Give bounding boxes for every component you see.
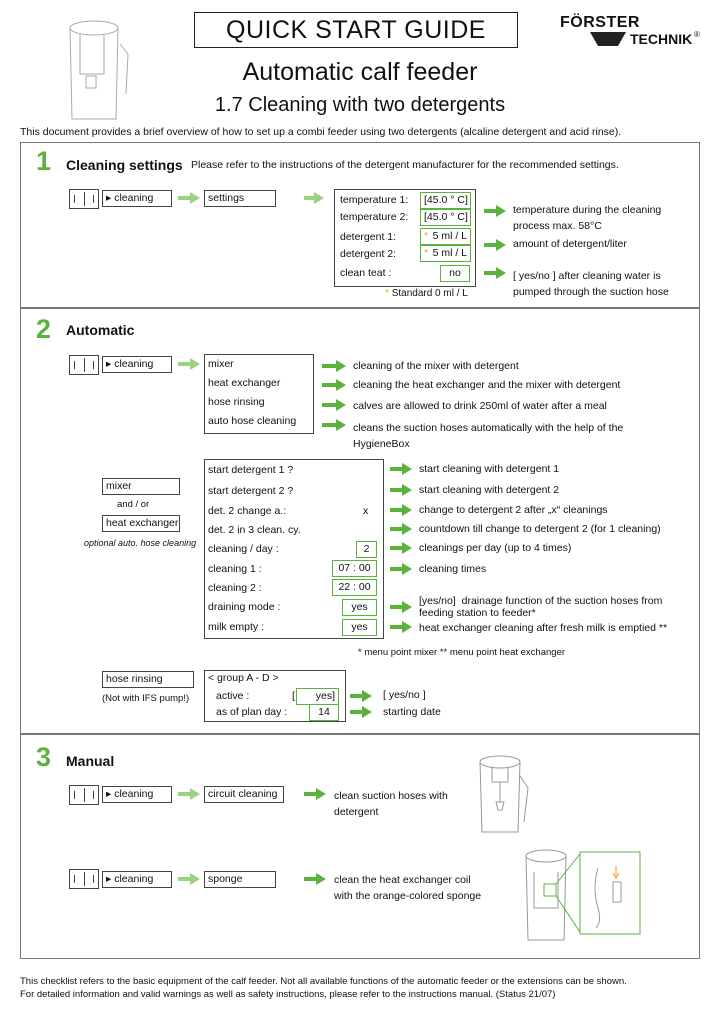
det2-star: * [424,247,429,259]
teat-label: clean teat : [340,267,392,279]
section-1-number: 1 [36,146,52,176]
cleaning2-value[interactable]: 22 : 00 [332,579,377,596]
circuit-cleaning-description: clean suction hoses with detergent [334,790,448,818]
arrow-icon [178,358,200,370]
manual-book-icon [69,355,99,375]
standard-text: Standard 0 ml / L [391,288,468,299]
arrow-icon [322,360,346,372]
arrow-icon [322,399,346,411]
section-2-title: Automatic [66,322,135,338]
row-start-det2[interactable]: start detergent 2 ? [208,485,294,497]
arrow-icon [390,523,412,535]
det1-label: detergent 1: [340,231,397,243]
arrow-icon [390,542,412,554]
page-subtitle: 1.7 Cleaning with two detergents [214,94,506,116]
sponge-description: clean the heat exchanger coil with the orange-colored sponge [334,874,482,902]
row-start-det1[interactable]: start detergent 1 ? [208,464,294,476]
arrow-icon [390,601,412,613]
row-det2-change: det. 2 change a.: [208,505,287,517]
menu-settings[interactable]: settings [204,190,276,207]
draining-mode-value[interactable]: yes [342,599,377,616]
menu-cleaning-auto[interactable]: ▸ cleaning [102,356,172,373]
mixer-description: cleaning of the mixer with detergent [353,360,519,372]
menu-footnote: * menu point mixer ** menu point heat exchanger [358,647,566,658]
arrow-icon [390,463,412,475]
standard-star: * [385,288,389,299]
arrow-icon [350,690,372,702]
option-heat-exchanger[interactable]: heat exchanger [208,377,281,389]
explain-times: cleaning times [419,563,487,575]
option-mixer[interactable]: mixer [208,358,234,370]
left-note: optional auto. hose cleaning [84,538,197,548]
brand-logo [560,14,705,54]
hose-rinsing-description: calves are allowed to drink 250ml of water after a meal [353,400,607,412]
menu-circuit-cleaning[interactable]: circuit cleaning [204,786,284,803]
temp1-label: temperature 1: [340,194,409,206]
det2-value[interactable] [420,245,471,262]
arrow-icon [178,192,200,204]
left-andor: and / or [117,499,150,510]
hose-rinsing-note: (Not with IFS pump!) [102,693,190,704]
explain-countdown: countdown till change to detergent 2 (for 1 cleaning) [419,523,661,535]
det1-star: * [424,230,429,242]
plan-day-explain: starting date [383,706,441,718]
arrow-icon [484,205,506,217]
section-2-number: 2 [36,314,52,344]
det1-value-text: 5 ml / L [432,230,467,242]
explain-det2: start cleaning with detergent 2 [419,484,560,496]
temp1-value[interactable]: [45.0 ° C] [420,192,471,209]
det1-value[interactable] [420,228,471,245]
arrow-icon [304,873,326,885]
det2-value-text: 5 ml / L [432,247,467,259]
explain-draining: [yes/no] drainage function of the suction hoses from feeding station to feeder* [419,595,663,619]
arrow-icon [178,788,200,800]
row-det2-in-3: det. 2 in 3 clean. cy. [208,524,301,536]
left-heat-exchanger: heat exchanger [102,515,180,532]
teat-description: [ yes/no ] after cleaning water is pumped through the suction hose [513,270,669,298]
arrow-icon [322,419,346,431]
cleaning1-value[interactable]: 07 : 00 [332,560,377,577]
guide-badge [194,12,518,48]
footer-line2: For detailed information and valid warnings as well as safety instructions, please refer to the instructions manual. (Status 21/07) [20,989,556,1000]
feeder-sponge-illustration [518,848,644,946]
menu-sponge[interactable]: sponge [204,871,276,888]
det2-label: detergent 2: [340,248,397,260]
explain-per-day: cleanings per day (up to 4 times) [419,542,572,554]
menu-cleaning-manual-2[interactable]: ▸ cleaning [102,871,172,888]
section-3-title: Manual [66,753,115,769]
auto-hose-description: cleans the suction hoses automatically with the help of the HygieneBox [353,422,624,450]
temp2-label: temperature 2: [340,211,409,223]
manual-book-icon [69,785,99,805]
page-title: Automatic calf feeder [242,58,478,86]
menu-cleaning[interactable]: ▸ cleaning [102,190,172,207]
detergent-description: amount of detergent/liter [513,238,627,250]
standard-note [385,287,468,300]
hx-description: cleaning the heat exchanger and the mixer with detergent [353,379,621,391]
section-1-title: Cleaning settings [66,157,183,173]
plan-day-label: as of plan day : [216,706,288,718]
group-selector[interactable]: < group A - D > [208,672,279,684]
arrow-icon [322,379,346,391]
arrow-icon [304,788,326,800]
active-label: active : [216,690,250,702]
option-auto-hose-cleaning[interactable]: auto hose cleaning [208,415,297,427]
row-draining-mode: draining mode : [208,601,281,613]
intro-text: This document provides a brief overview of how to set up a combi feeder using two detergents (alcaline detergent and acid rinse). [20,126,622,138]
row-cleaning2: cleaning 2 : [208,582,262,594]
left-mixer: mixer [102,478,180,495]
arrow-icon [484,239,506,251]
temp-description: temperature during the cleaning process max. 58°C [513,204,662,232]
active-bracket: [ [292,690,295,702]
milk-empty-value[interactable]: yes [342,619,377,636]
feeder-hose-illustration [468,752,532,836]
arrow-icon [350,706,372,718]
section-1-note: Please refer to the instructions of the detergent manufacturer for the recommended settings. [191,159,619,171]
temp2-value[interactable]: [45.0 ° C] [420,209,471,226]
arrow-icon [484,267,506,279]
row-det2-change-value[interactable]: x [363,505,369,517]
footer-line1: This checklist refers to the basic equipment of the calf feeder. Not all available functions of the automatic feeder or the extensions can be shown. [20,976,627,987]
hose-rinsing-box: hose rinsing [102,671,194,688]
cleaning-day-value[interactable]: 2 [356,541,377,558]
arrow-icon [390,484,412,496]
manual-book-icon [69,189,99,209]
row-milk-empty: milk empty : [208,621,265,633]
row-cleaning-day: cleaning / day : [208,543,279,555]
explain-change: change to detergent 2 after „x“ cleanings [419,504,608,516]
explain-milk-empty: heat exchanger cleaning after fresh milk is emptied ** [419,622,668,634]
logo-mark-icon [590,32,626,46]
active-explain: [ yes/no ] [383,689,426,701]
arrow-icon [178,873,200,885]
explain-det1: start cleaning with detergent 1 [419,463,560,475]
row-cleaning1: cleaning 1 : [208,563,262,575]
logo-line1: FÖRSTER [560,14,640,31]
logo-line2: TECHNIK [630,31,693,47]
arrow-icon [304,192,324,204]
section-3-number: 3 [36,742,52,772]
arrow-icon [390,504,412,516]
active-value[interactable]: yes] [296,688,339,705]
logo-reg: ® [694,30,700,39]
arrow-icon [390,621,412,633]
arrow-icon [390,563,412,575]
menu-cleaning-manual-1[interactable]: ▸ cleaning [102,786,172,803]
manual-book-icon [69,869,99,889]
teat-value[interactable]: no [440,265,470,282]
plan-day-value[interactable]: 14 [309,704,339,721]
option-hose-rinsing[interactable]: hose rinsing [208,396,265,408]
guide-badge-text: QUICK START GUIDE [226,16,486,44]
